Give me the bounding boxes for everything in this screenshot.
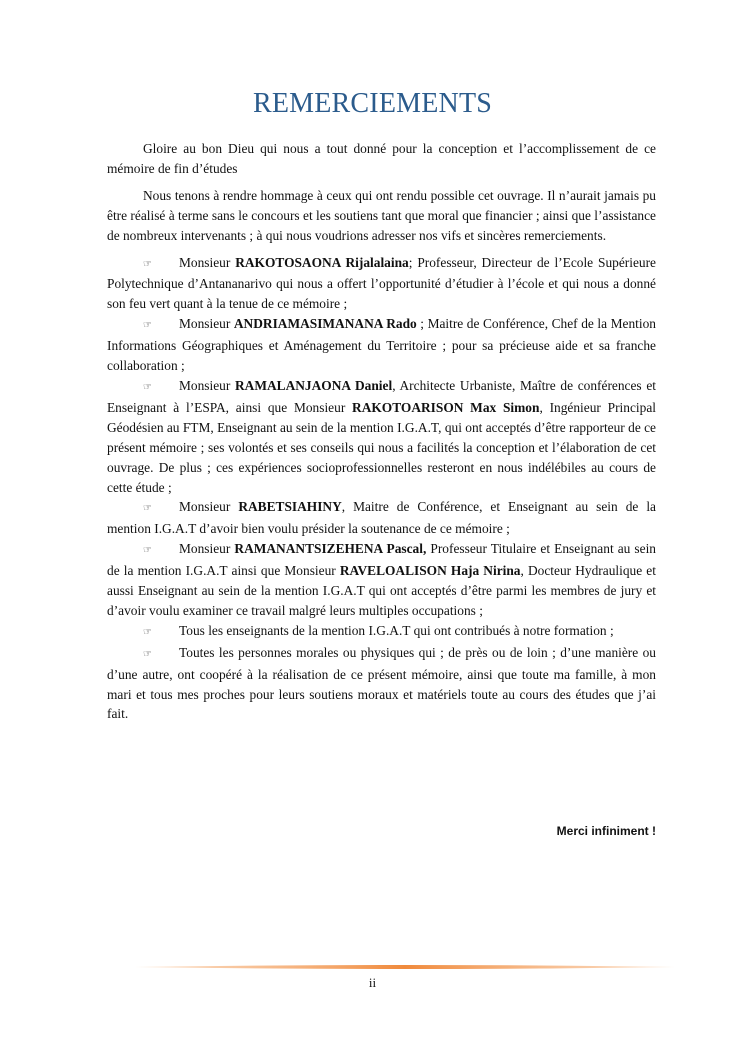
pointing-hand-icon: ☞ — [143, 320, 152, 332]
person-name: RAMALANJAONA Daniel — [235, 377, 393, 393]
document-body — [107, 139, 656, 724]
person-name: RAMANANTSIZEHENA Pascal, — [234, 541, 427, 557]
pointing-hand-icon: ☞ — [143, 258, 152, 270]
pointing-hand-icon: ☞ — [143, 381, 152, 393]
page-title: REMERCIEMENTS — [252, 88, 493, 119]
pointing-hand-icon: ☞ — [143, 626, 152, 638]
person-name: RABETSIAHINY — [238, 499, 342, 515]
list-item: ☞ Monsieur RAMANANTSIZEHENA Pascal, Professeur Titulaire et Enseignant au sein de la mention I.G.A.T ainsi que Monsieur RAVELOALISON Haja Nirina, Docteur Hydraulique et aussi Enseignant au sein de la mention I.G.A.T qui ont acceptés d’être parmi les membres de jury et d’avoir voulu examiner ce travail malgré leurs multiples occupations ; — [107, 541, 657, 618]
list-item: ☞ Monsieur RABETSIAHINY, Maitre de Conférence, et Enseignant au sein de la mention I.G.A.T d’avoir bien voulu présider la soutenance de ce mémoire ; — [107, 499, 656, 537]
pointing-hand-icon: ☞ — [143, 503, 152, 515]
intro-paragraph-1: Gloire au bon Dieu qui nous a tout donné pour la conception et l’accomplissement de ce mémoire de fin d’études — [107, 141, 656, 176]
intro-paragraph-2: Nous tenons à rendre hommage à ceux qui ont rendu possible cet ouvrage. Il n’aurait jamais pu être réalisé à terme sans le concours et les soutiens tant que moral que financier ; ainsi que l’assistance de nombreux intervenants ; à qui nous voudrions adresser nos vifs et sincères remerciements. — [107, 187, 656, 243]
list-item: ☞ Monsieur ANDRIAMASIMANANA Rado ; Maitre de Conférence, Chef de la Mention Informations Géographiques et Aménagement du Territoire ; pour sa précieuse aide et sa franche collaboration ; — [107, 316, 656, 374]
person-name: RAKOTOARISON Max Simon — [352, 399, 540, 415]
person-name: RAKOTOSAONA Rijalalaina — [235, 254, 409, 270]
footer-divider — [135, 962, 675, 972]
pointing-hand-icon: ☞ — [143, 545, 152, 557]
closing-text: Merci infiniment ! — [556, 824, 656, 838]
list-item: ☞ Monsieur RAMALANJAONA Daniel, Architecte Urbaniste, Maître de conférences et Enseignant à l’ESPA, ainsi que Monsieur RAKOTOARISON Max Simon, Ingénieur Principal Géodésien au FTM, Enseignant au sein de la mention I.G.A.T, qui ont acceptés d’être rapporteur de ce présent mémoire ; ses volontés et ses conseils qui nous a facilités la conception et l’élaboration de cet ouvrage. De plus ; ces expériences socioprofessionnelles resteront en nous indélébiles au cours de cette étude ; — [107, 377, 656, 495]
pointing-hand-icon: ☞ — [143, 648, 152, 660]
person-name: RAVELOALISON Haja Nirina — [339, 563, 521, 579]
list-item: ☞ Tous les enseignants de la mention I.G.A.T qui ont contribués à notre formation ; — [107, 621, 656, 643]
list-item: ☞ Toutes les personnes morales ou physiques qui ; de près ou de loin ; d’une manière ou d’une autre, ont coopéré à la réalisation de ce présent mémoire, ainsi que toute ma famille, à mon mari et tous mes proches pour leurs soutiens moraux et matériels toute au cours des études que j’ai fait. — [107, 644, 656, 722]
list-item: ☞ Monsieur RAKOTOSAONA Rijalalaina; Professeur, Directeur de l’Ecole Supérieure Polytechnique d’Antananarivo qui nous a offert l’opportunité d’étudier à l’école et qui nous a donné son feu vert quant à la tenue de ce mémoire ; — [107, 254, 656, 312]
person-name: ANDRIAMASIMANANA Rado — [233, 316, 417, 332]
page-number: ii — [368, 975, 377, 990]
